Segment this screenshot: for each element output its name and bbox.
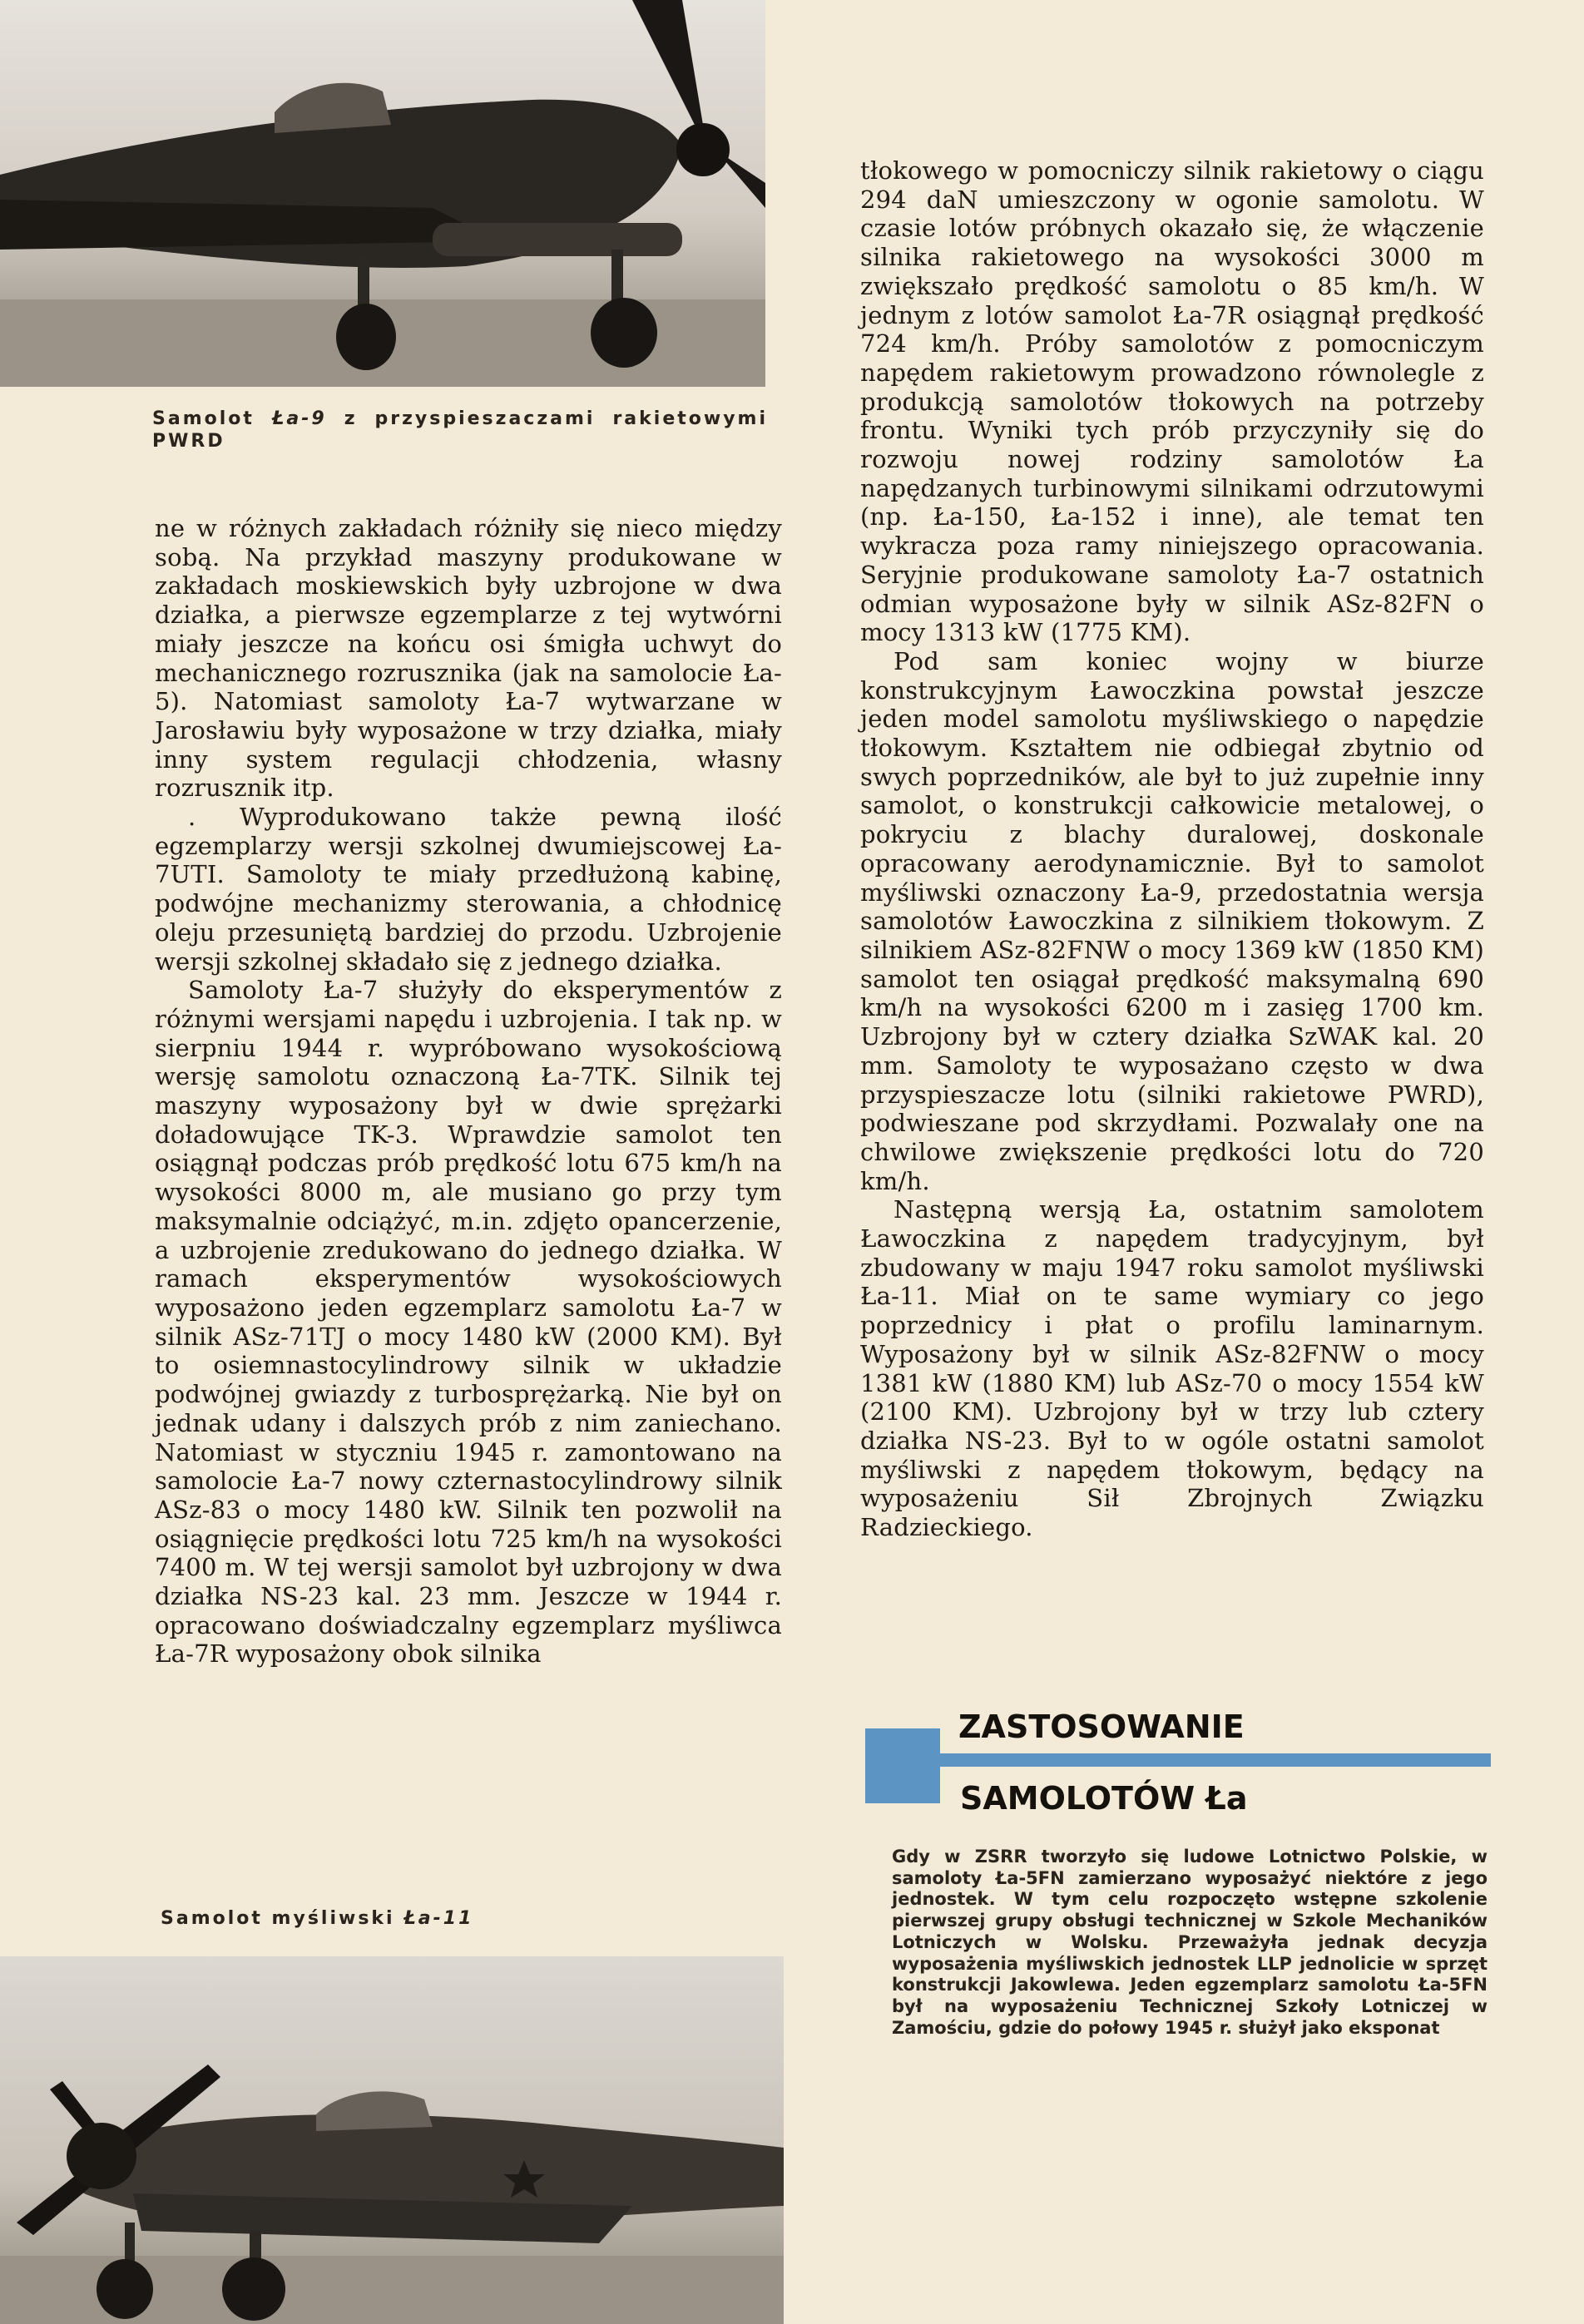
section-heading-line-1: ZASTOSOWANIE xyxy=(958,1708,1245,1745)
paragraph: tłokowego w pomocniczy silnik rakietowy o ciągu 294 daN umieszczony w ogonie samolotu. W czasie lotów próbnych okazało się, że włączenie silnika rakietowego na wysokości 3000 m zwiększało prędkość samolotu o 85 km/h. W jednym z lotów samolot Ła-7R osiągnął prędkość 724 km/h. Próby samolotów z pomocniczym napędem rakietowym prowadzono równolegle z produkcją samolotów tłokowych na potrzeby frontu. Wyniki tych prób przyczyniły się do rozwoju nowej rodziny samolotów Ła napędzanych turbinowymi silnikami odrzutowymi (np. Ła-150, Ła-152 i inne), ale temat ten wykracza poza ramy niniejszego opracowania. Seryjnie produkowane samoloty Ła-7 ostatnich odmian wyposażone były w silnik ASz-82FN o mocy 1313 kW (1775 KM). xyxy=(860,156,1484,647)
article-column-left xyxy=(155,514,782,1669)
caption-model: Ła-11 xyxy=(403,1908,474,1929)
section-intro-text: Gdy w ZSRR tworzyło się ludowe Lotnictwo Polskie, w samoloty Ła-5FN zamierzano wyposażyć niektóre z jego jednostek. W tym celu rozpoczęto wstępne szkolenie pierwszej grupy obsługi technicznej w Szkole Mechaników Lotniczych w Wolsku. Przeważyła jednak decyzja wyposażenia myśliwskich jednostek LLP jednolicie w sprzęt konstrukcji Jakowlewa. Jeden egzemplarz samolotu Ła-5FN był na wyposażeniu Technicznej Szkoły Lotniczej w Zamościu, gdzie do połowy 1945 r. służył jako eksponat xyxy=(892,1847,1487,2038)
aircraft-photo-la9 xyxy=(0,0,765,387)
heading-accent-rule xyxy=(865,1753,1491,1767)
aircraft-photo-la11 xyxy=(0,1956,784,2324)
paragraph: ne w różnych zakładach różniły się nieco między sobą. Na przykład maszyny produkowane w zakładach moskiewskich były uzbrojone w dwa działka, a pierwsze egzemplarze z tej wytwórni miały jeszcze na końcu osi śmigła uchwyt do mechanicznego rozrusznika (jak na samolocie Ła-5). Natomiast samoloty Ła-7 wytwarzane w Jarosławiu były wyposażone w trzy działka, miały inny system regulacji chłodzenia, własny rozrusznik itp. xyxy=(155,514,782,803)
photo-la9-rocket-boosters xyxy=(0,0,765,387)
section-heading-line-2: SAMOLOTÓW Ła xyxy=(960,1780,1248,1817)
paragraph: Samoloty Ła-7 służyły do eksperymentów z różnymi wersjami napędu i uzbrojenia. I tak np. w sierpniu 1944 r. wypróbowano wysokościową wersję samolotu oznaczoną Ła-7TK. Silnik tej maszyny wyposażony był w dwie sprężarki doładowujące TK-3. Wprawdzie samolot ten osiągnął podczas prób prędkość lotu 675 km/h na wysokości 8000 m, ale musiano go przy tym maksymalnie odciążyć, m.in. zdjęto opancerzenie, a uzbrojenie zredukowano do jednego działka. W ramach eksperymentów wysokościowych wyposażono jeden egzemplarz samolotu Ła-7 w silnik ASz-71TJ o mocy 1480 kW (2000 KM). Był to osiemnastocylindrowy silnik w układzie podwójnej gwiazdy z turbosprężarką. Nie był on jednak udany i dalszych prób z nim zaniechano. Natomiast w styczniu 1945 r. zamontowano na samolocie Ła-7 nowy czternastocylindrowy silnik ASz-83 o mocy 1480 kW. Silnik ten pozwolił na osiągnięcie prędkości lotu 725 km/h na wysokości 7400 m. W tej wersji samolot był uzbrojony w dwa działka NS-23 kal. 23 mm. Jeszcze w 1944 r. opracowano doświadczalny egzemplarz myśliwca Ła-7R wyposażony obok silnika xyxy=(155,976,782,1669)
caption-model: Ła-9 xyxy=(271,408,327,429)
caption-text: z przyspieszaczami rakietowymi PWRD xyxy=(152,408,769,452)
photo-caption-la11 xyxy=(161,1907,510,1930)
caption-text: Samolot myśliwski xyxy=(161,1908,404,1929)
caption-text: Samolot xyxy=(152,408,272,429)
photo-la11-fighter xyxy=(0,1956,784,2324)
paragraph: . Wyprodukowano także pewną ilość egzemplarzy wersji szkolnej dwumiejscowej Ła-7UTI. Samoloty te miały przedłużoną kabinę, podwójne mechanizmy sterowania, a chłodnicę oleju przesuniętą bardziej do przodu. Uzbrojenie wersji szkolnej składało się z jednego działka. xyxy=(155,803,782,976)
article-column-right xyxy=(860,156,1484,1542)
paragraph: Następną wersją Ła, ostatnim samolotem Ławoczkina z napędem tradycyjnym, był zbudowany w maju 1947 roku samolot myśliwski Ła-11. Miał on te same wymiary co jego poprzednicy i płat o profilu laminarnym. Wyposażony był w silnik ASz-82FNW o mocy 1381 kW (1880 KM) lub ASz-70 o mocy 1554 kW (2100 KM). Uzbrojony był w trzy lub cztery działka NS-23. Był to w ogóle ostatni samolot myśliwski z napędem tłokowym, będący na wyposażeniu Sił Zbrojnych Związku Radzieckiego. xyxy=(860,1195,1484,1542)
paragraph: Pod sam koniec wojny w biurze konstrukcyjnym Ławoczkina powstał jeszcze jeden model samolotu myśliwskiego o napędzie tłokowym. Kształtem nie odbiegał zbytnio od swych poprzedników, ale był to już zupełnie inny samolot, o konstrukcji całkowicie metalowej, o pokryciu z blachy duralowej, doskonale opracowany aerodynamicznie. Był to samolot myśliwski oznaczony Ła-9, przedostatnia wersja samolotów Ławoczkina z silnikiem tłokowym. Z silnikiem ASz-82FNW o mocy 1369 kW (1850 KM) samolot ten osiągał prędkość maksymalną 690 km/h na wysokości 6200 m i zasięg 1700 km. Uzbrojony był w cztery działka SzWAK kal. 20 mm. Samoloty te wyposażano często w dwa przyspieszacze lotu (silniki rakietowe PWRD), podwieszane pod skrzydłami. Pozwalały one na chwilowe zwiększenie prędkości lotu do 720 km/h. xyxy=(860,646,1484,1195)
photo-caption-la9 xyxy=(152,408,768,452)
